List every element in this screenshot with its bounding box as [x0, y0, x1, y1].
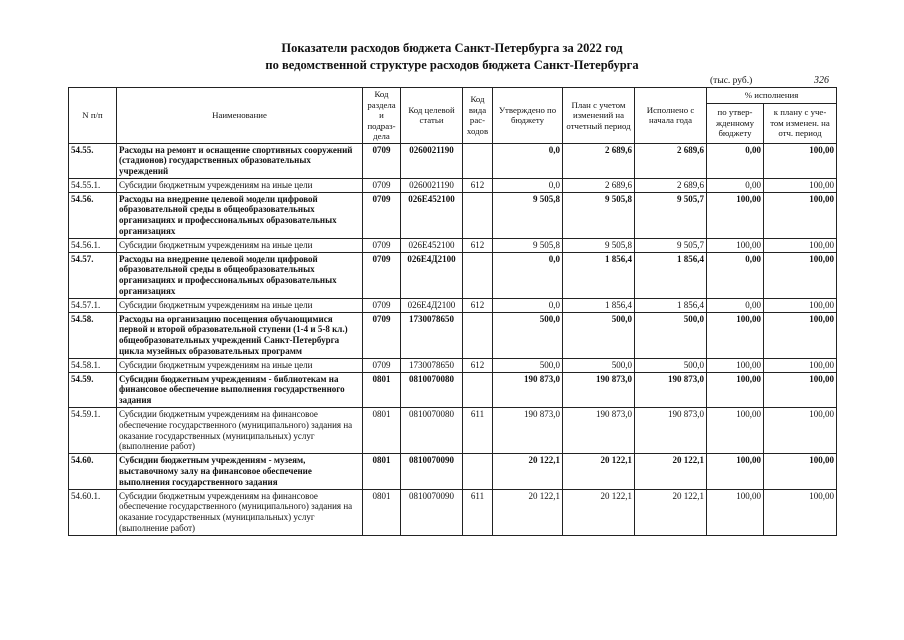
cell-name: Расходы на внедрение целевой модели цифровой образовательной среды в общеобразовательных организациях и профессиональных образовательных организациях [117, 192, 363, 238]
cell-expense-type-code [463, 312, 493, 358]
cell-name: Субсидии бюджетным учреждениям на финансовое обеспечение государственного (муниципального) задания на оказание государственных (муниципальных) услуг (выполнение работ) [117, 408, 363, 454]
document-title [0, 40, 904, 74]
cell-target-code: 1730078650 [401, 358, 463, 372]
page-number: 326 [814, 75, 829, 86]
cell-name: Расходы на ремонт и оснащение спортивных сооружений (стадионов) государственных образовательных учреждений [117, 143, 363, 178]
cell-pct-approved: 0,00 [707, 178, 764, 192]
cell-target-code: 026Е4Д2100 [401, 298, 463, 312]
header-percent-group: % исполнения [707, 88, 837, 104]
cell-approved: 20 122,1 [493, 489, 563, 535]
title-line-2: по ведомственной структуре расходов бюджета Санкт-Петербурга [265, 58, 639, 72]
cell-num: 54.57. [69, 252, 117, 298]
cell-executed: 20 122,1 [635, 489, 707, 535]
cell-plan: 1 856,4 [563, 298, 635, 312]
cell-approved: 0,0 [493, 143, 563, 178]
cell-target-code: 026Е4Д2100 [401, 252, 463, 298]
cell-plan: 9 505,8 [563, 238, 635, 252]
cell-section-code: 0709 [363, 252, 401, 298]
cell-executed: 1 856,4 [635, 298, 707, 312]
cell-executed: 9 505,7 [635, 238, 707, 252]
table-row [69, 252, 837, 298]
cell-section-code: 0709 [363, 358, 401, 372]
cell-plan: 9 505,8 [563, 192, 635, 238]
cell-pct-plan: 100,00 [764, 358, 837, 372]
cell-pct-plan: 100,00 [764, 298, 837, 312]
cell-executed: 190 873,0 [635, 372, 707, 407]
cell-section-code: 0709 [363, 238, 401, 252]
title-line-1: Показатели расходов бюджета Санкт-Петербурга за 2022 год [281, 41, 623, 55]
cell-pct-plan: 100,00 [764, 178, 837, 192]
cell-plan: 20 122,1 [563, 454, 635, 489]
cell-num: 54.59. [69, 372, 117, 407]
cell-expense-type-code: 611 [463, 408, 493, 454]
cell-num: 54.59.1. [69, 408, 117, 454]
cell-name: Субсидии бюджетным учреждениям на иные цели [117, 358, 363, 372]
cell-target-code: 0810070090 [401, 489, 463, 535]
cell-num: 54.56. [69, 192, 117, 238]
cell-pct-approved: 100,00 [707, 312, 764, 358]
cell-executed: 9 505,7 [635, 192, 707, 238]
cell-pct-plan: 100,00 [764, 372, 837, 407]
cell-expense-type-code: 611 [463, 489, 493, 535]
cell-name: Расходы на внедрение целевой модели цифровой образовательной среды в общеобразовательных организациях и профессиональных образовательных организациях [117, 252, 363, 298]
cell-approved: 9 505,8 [493, 238, 563, 252]
cell-pct-approved: 100,00 [707, 408, 764, 454]
cell-expense-type-code [463, 192, 493, 238]
table-row [69, 489, 837, 535]
table-row [69, 192, 837, 238]
cell-num: 54.58. [69, 312, 117, 358]
cell-expense-type-code: 612 [463, 178, 493, 192]
cell-approved: 0,0 [493, 178, 563, 192]
cell-name: Субсидии бюджетным учреждениям на иные цели [117, 298, 363, 312]
cell-num: 54.60.1. [69, 489, 117, 535]
header-plan: План с учетом изменений на отчетный период [563, 88, 635, 144]
cell-pct-approved: 0,00 [707, 252, 764, 298]
budget-table [68, 87, 837, 536]
cell-approved: 500,0 [493, 358, 563, 372]
cell-pct-plan: 100,00 [764, 408, 837, 454]
header-section-code: Код раздела и подраз- дела [363, 88, 401, 144]
header-expense-type-code: Код вида рас- ходов [463, 88, 493, 144]
cell-expense-type-code [463, 143, 493, 178]
header-name: Наименование [117, 88, 363, 144]
cell-target-code: 1730078650 [401, 312, 463, 358]
cell-target-code: 0260021190 [401, 143, 463, 178]
cell-expense-type-code: 612 [463, 358, 493, 372]
cell-plan: 190 873,0 [563, 408, 635, 454]
cell-pct-approved: 100,00 [707, 192, 764, 238]
table-row [69, 408, 837, 454]
cell-target-code: 0810070080 [401, 408, 463, 454]
cell-target-code: 026E452100 [401, 192, 463, 238]
cell-executed: 190 873,0 [635, 408, 707, 454]
header-pct-approved: по утвер- жденному бюджету [707, 103, 764, 143]
cell-num: 54.57.1. [69, 298, 117, 312]
table-row [69, 372, 837, 407]
header-num: N п/п [69, 88, 117, 144]
unit-label: (тыс. руб.) [710, 76, 753, 86]
cell-executed: 2 689,6 [635, 143, 707, 178]
cell-pct-plan: 100,00 [764, 454, 837, 489]
cell-approved: 0,0 [493, 252, 563, 298]
cell-num: 54.56.1. [69, 238, 117, 252]
cell-executed: 20 122,1 [635, 454, 707, 489]
cell-num: 54.58.1. [69, 358, 117, 372]
cell-target-code: 026E452100 [401, 238, 463, 252]
cell-target-code: 0810070080 [401, 372, 463, 407]
cell-approved: 0,0 [493, 298, 563, 312]
cell-expense-type-code [463, 454, 493, 489]
cell-num: 54.55. [69, 143, 117, 178]
cell-section-code: 0801 [363, 408, 401, 454]
cell-approved: 500,0 [493, 312, 563, 358]
cell-plan: 20 122,1 [563, 489, 635, 535]
table-row [69, 238, 837, 252]
cell-name: Субсидии бюджетным учреждениям на иные цели [117, 178, 363, 192]
cell-approved: 9 505,8 [493, 192, 563, 238]
cell-num: 54.55.1. [69, 178, 117, 192]
cell-pct-approved: 0,00 [707, 143, 764, 178]
cell-pct-approved: 0,00 [707, 298, 764, 312]
cell-plan: 1 856,4 [563, 252, 635, 298]
cell-name: Расходы на организацию посещения обучающимися первой и второй образовательной ступени (1-4 и 5-8 кл.) общеобразовательных учреждений Санкт-Петербурга цикла музейных образовательных программ [117, 312, 363, 358]
cell-pct-plan: 100,00 [764, 312, 837, 358]
cell-target-code: 0810070090 [401, 454, 463, 489]
cell-section-code: 0709 [363, 298, 401, 312]
header-approved: Утверждено по бюджету [493, 88, 563, 144]
cell-name: Субсидии бюджетным учреждениям - библиотекам на финансовое обеспечение выполнения государственного задания [117, 372, 363, 407]
cell-plan: 500,0 [563, 312, 635, 358]
table-row [69, 454, 837, 489]
cell-num: 54.60. [69, 454, 117, 489]
cell-section-code: 0801 [363, 489, 401, 535]
cell-plan: 2 689,6 [563, 178, 635, 192]
cell-name: Субсидии бюджетным учреждениям на финансовое обеспечение государственного (муниципального) задания на оказание государственных (муниципальных) услуг (выполнение работ) [117, 489, 363, 535]
cell-executed: 500,0 [635, 312, 707, 358]
cell-name: Субсидии бюджетным учреждениям - музеям, выставочному залу на финансовое обеспечение выполнения государственного задания [117, 454, 363, 489]
cell-pct-plan: 100,00 [764, 143, 837, 178]
cell-section-code: 0709 [363, 312, 401, 358]
table-row [69, 143, 837, 178]
table-row [69, 178, 837, 192]
cell-pct-approved: 100,00 [707, 454, 764, 489]
cell-pct-approved: 100,00 [707, 238, 764, 252]
cell-approved: 190 873,0 [493, 408, 563, 454]
header-target-code: Код целевой статьи [401, 88, 463, 144]
cell-executed: 1 856,4 [635, 252, 707, 298]
cell-pct-approved: 100,00 [707, 372, 764, 407]
cell-section-code: 0709 [363, 143, 401, 178]
cell-pct-plan: 100,00 [764, 489, 837, 535]
table-body [69, 143, 837, 535]
cell-plan: 190 873,0 [563, 372, 635, 407]
cell-pct-plan: 100,00 [764, 238, 837, 252]
cell-expense-type-code [463, 252, 493, 298]
cell-approved: 190 873,0 [493, 372, 563, 407]
header-executed: Исполнено с начала года [635, 88, 707, 144]
table-row [69, 312, 837, 358]
cell-expense-type-code: 612 [463, 298, 493, 312]
cell-pct-plan: 100,00 [764, 252, 837, 298]
cell-pct-plan: 100,00 [764, 192, 837, 238]
cell-section-code: 0709 [363, 192, 401, 238]
cell-approved: 20 122,1 [493, 454, 563, 489]
cell-section-code: 0709 [363, 178, 401, 192]
cell-executed: 500,0 [635, 358, 707, 372]
cell-pct-approved: 100,00 [707, 358, 764, 372]
table-row [69, 358, 837, 372]
cell-pct-approved: 100,00 [707, 489, 764, 535]
cell-section-code: 0801 [363, 454, 401, 489]
cell-plan: 2 689,6 [563, 143, 635, 178]
header-pct-plan: к плану с уче- том изменен. на отч. период [764, 103, 837, 143]
cell-plan: 500,0 [563, 358, 635, 372]
table-row [69, 298, 837, 312]
cell-target-code: 0260021190 [401, 178, 463, 192]
cell-name: Субсидии бюджетным учреждениям на иные цели [117, 238, 363, 252]
cell-expense-type-code [463, 372, 493, 407]
cell-section-code: 0801 [363, 372, 401, 407]
cell-expense-type-code: 612 [463, 238, 493, 252]
cell-executed: 2 689,6 [635, 178, 707, 192]
